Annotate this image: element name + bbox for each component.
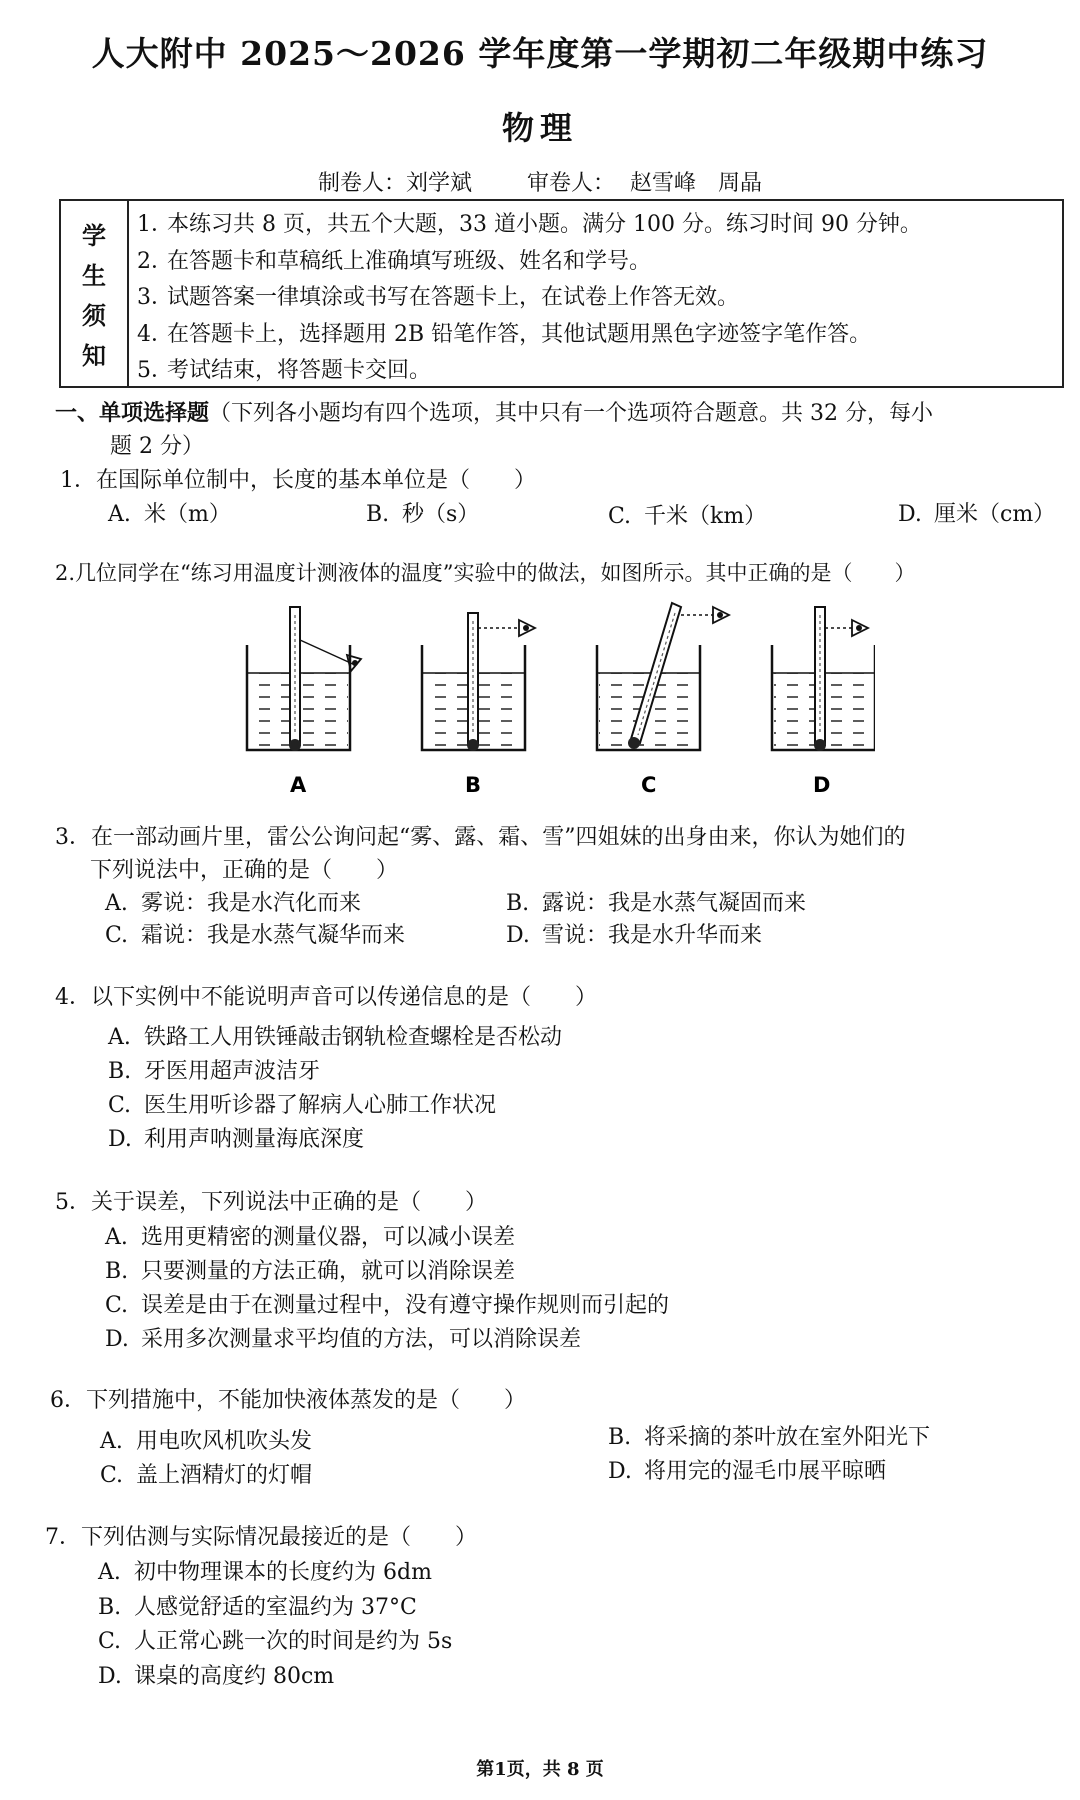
notice-item-num: 2． [137, 248, 173, 274]
beaker-c [597, 603, 729, 750]
notice-item [137, 207, 1056, 244]
thermometer-figure [235, 595, 875, 805]
notice-item-num: 1． [137, 212, 173, 237]
notice-item-num: 4． [137, 321, 173, 347]
q4-option-c: C. 医生用听诊器了解病人心肺工作状况 [108, 1093, 497, 1118]
question-3-stem-line2: 下列说法中，正确的是（ ） [90, 858, 399, 883]
question-1-stem: 1．在国际单位制中，长度的基本单位是（ ） [60, 468, 536, 493]
notice-item [137, 280, 1056, 317]
notice-item-num: 3． [137, 285, 173, 310]
section-desc: （下列各小题均有四个选项，其中只有一个选项符合题意。共 32 分，每小 [209, 401, 933, 426]
reviewer-names: 赵雪峰 周晶 [630, 171, 763, 196]
q5-option-c: C. 误差是由于在测量过程中，没有遵守操作规则而引起的 [105, 1293, 670, 1318]
subject-title: 物理 [501, 109, 578, 147]
figure-label-d: D [813, 773, 831, 797]
page-title: 人大附中 2025～2026 学年度第一学期初二年级期中练习 [91, 34, 989, 73]
notice-item-text: 试题答案一律填涂或书写在答题卡上，在试卷上作答无效。 [167, 285, 740, 310]
q4-option-b: B. 牙医用超声波洁牙 [108, 1059, 321, 1084]
beaker-b [422, 613, 535, 751]
reviewer-label: 审卷人： [527, 171, 616, 196]
notice-label-char: 须 [82, 301, 106, 331]
notice-item-text: 在答题卡和草稿纸上准确填写班级、姓名和学号。 [167, 248, 652, 274]
question-4-stem: 4．以下实例中不能说明声音可以传递信息的是（ ） [55, 985, 597, 1010]
figure-label-a: A [290, 773, 307, 797]
notice-label-char: 学 [82, 220, 106, 250]
question-2-stem: 2.几位同学在“练习用温度计测液体的温度”实验中的做法，如图所示。其中正确的是（ ） [55, 561, 916, 585]
q7-option-b: B. 人感觉舒适的室温约为 37°C [98, 1595, 417, 1620]
q1-option-d: D. 厘米（cm） [898, 502, 1056, 527]
notice-label [61, 201, 129, 386]
q7-option-a: A. 初中物理课本的长度约为 6dm [98, 1560, 432, 1585]
notice-item-text: 本练习共 8 页，共五个大题，33 道小题。满分 100 分。练习时间 90 分钟。 [167, 212, 922, 237]
q6-option-c: C. 盖上酒精灯的灯帽 [100, 1463, 313, 1488]
notice-item [137, 353, 1056, 390]
notice-item-text: 在答题卡上，选择题用 2B 铅笔作答，其他试题用黑色字迹签字笔作答。 [167, 321, 872, 347]
figure-label-c: C [641, 773, 657, 797]
q1-option-c: C. 千米（km） [608, 504, 767, 529]
q5-option-a: A. 选用更精密的测量仪器，可以减小误差 [105, 1225, 516, 1250]
section-desc-line2: 题 2 分） [110, 434, 204, 459]
q3-option-c: C. 霜说：我是水蒸气凝华而来 [105, 923, 406, 948]
author-line [318, 166, 770, 197]
q5-option-b: B. 只要测量的方法正确，就可以消除误差 [105, 1259, 516, 1284]
q3-option-d: D. 雪说：我是水升华而来 [506, 923, 763, 948]
notice-items [137, 207, 1056, 390]
q6-option-b: B. 将采摘的茶叶放在室外阳光下 [608, 1425, 931, 1450]
q4-option-a: A. 铁路工人用铁锤敲击钢轨检查螺栓是否松动 [108, 1025, 563, 1050]
figure-label-b: B [465, 773, 482, 797]
q5-option-d: D. 采用多次测量求平均值的方法，可以消除误差 [105, 1327, 582, 1352]
q4-option-d: D. 利用声呐测量海底深度 [108, 1127, 365, 1152]
question-7-stem: 7．下列估测与实际情况最接近的是（ ） [45, 1525, 477, 1550]
question-5-stem: 5．关于误差，下列说法中正确的是（ ） [55, 1190, 487, 1215]
question-6-stem: 6．下列措施中，不能加快液体蒸发的是（ ） [50, 1388, 526, 1413]
notice-label-char: 知 [82, 341, 106, 371]
notice-label-char: 生 [82, 260, 106, 290]
page-number: 第1页，共 8 页 [476, 1759, 604, 1780]
q1-option-b: B. 秒（s） [366, 502, 480, 527]
notice-item [137, 244, 1056, 281]
q6-option-a: A. 用电吹风机吹头发 [100, 1429, 313, 1454]
section-heading [55, 396, 933, 427]
maker-label: 制卷人：刘学斌 [318, 171, 473, 196]
student-notice-box [59, 199, 1064, 388]
notice-item-num: 5． [137, 358, 173, 383]
q1-option-a: A. 米（m） [108, 502, 231, 527]
beaker-a [247, 607, 361, 751]
notice-item [137, 317, 1056, 354]
q7-option-c: C. 人正常心跳一次的时间是约为 5s [98, 1629, 453, 1654]
q6-option-d: D. 将用完的湿毛巾展平晾晒 [608, 1459, 887, 1484]
notice-item-text: 考试结束，将答题卡交回。 [167, 358, 432, 383]
q3-option-a: A. 雾说：我是水汽化而来 [105, 891, 362, 916]
section-title: 一、单项选择题 [55, 400, 210, 426]
beaker-d [772, 607, 875, 751]
q3-option-b: B. 露说：我是水蒸气凝固而来 [506, 891, 807, 916]
q7-option-d: D. 课桌的高度约 80cm [98, 1664, 335, 1689]
question-3-stem: 3．在一部动画片里，雷公公询问起“雾、露、霜、雪”四姐妹的出身由来，你认为她们的 [55, 825, 906, 850]
